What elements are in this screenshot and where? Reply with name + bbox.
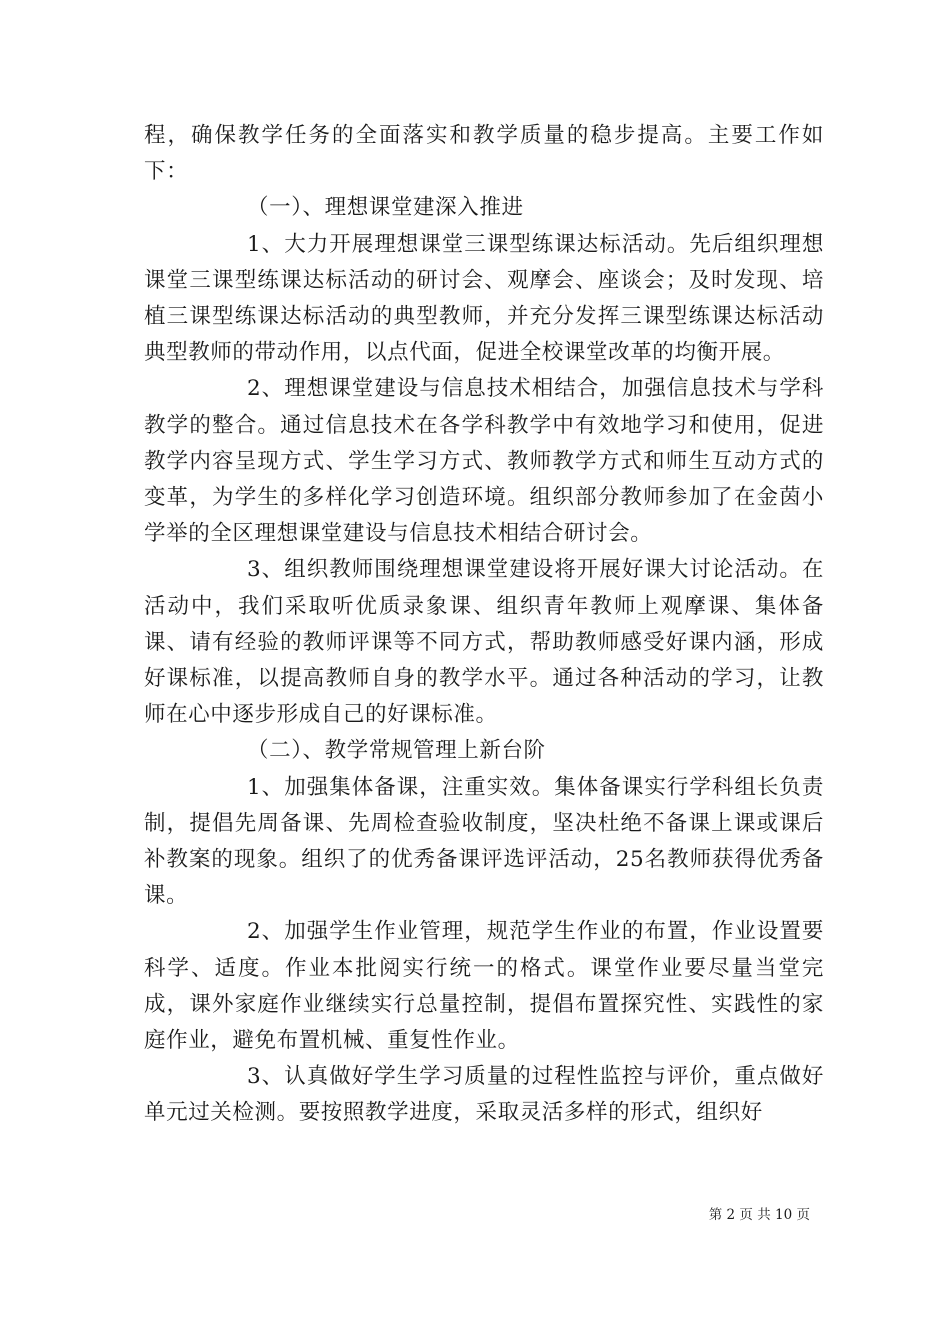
page-number-footer: 第 2 页 共 10 页 — [708, 1207, 810, 1223]
paragraph-continuation: 程，确保教学任务的全面落实和教学质量的稳步提高。主要工作如下： — [144, 123, 824, 185]
section-heading-2: （二）、教学常规管理上新台阶 — [247, 738, 546, 764]
paragraph-2-2: 2、加强学生作业管理，规范学生作业的布置，作业设置要科学、适度。作业本批阅实行统一的格式。课堂作业要尽量当堂完成，课外家庭作业继续实行总量控制，提倡布置探究性、实践性的家庭作业，避免布置机械、重复性作业。 — [144, 919, 824, 1054]
paragraph-1-2: 2、理想课堂建设与信息技术相结合，加强信息技术与学科教学的整合。通过信息技术在各学科教学中有效地学习和使用，促进教学内容呈现方式、学生学习方式、教师教学方式和师生互动方式的变革，为学生的多样化学习创造环境。组织部分教师参加了在金茵小学举的全区理想课堂建设与信息技术相结合研讨会。 — [144, 376, 824, 547]
paragraph-2-3: 3、认真做好学生学习质量的过程性监控与评价，重点做好单元过关检测。要按照教学进度，采取灵活多样的形式，组织好 — [144, 1064, 824, 1126]
document-body — [144, 118, 824, 1132]
section-heading-1: （一）、理想课堂建深入推进 — [247, 195, 524, 221]
paragraph-2-1: 1、加强集体备课，注重实效。集体备课实行学科组长负责制，提倡先周备课、先周检查验收制度，坚决杜绝不备课上课或课后补教案的现象。组织了的优秀备课评选评活动，25名教师获得优秀备课。 — [144, 774, 824, 909]
paragraph-1-1: 1、大力开展理想课堂三课型练课达标活动。先后组织理想课堂三课型练课达标活动的研讨会、观摩会、座谈会；及时发现、培植三课型练课达标活动的典型教师，并充分发挥三课型练课达标活动典型教师的带动作用，以点代面，促进全校课堂改革的均衡开展。 — [144, 231, 824, 366]
paragraph-1-3: 3、组织教师围绕理想课堂建设将开展好课大讨论活动。在活动中，我们采取听优质录象课、组织青年教师上观摩课、集体备课、请有经验的教师评课等不同方式，帮助教师感受好课内涵，形成好课标准，以提高教师自身的教学水平。通过各种活动的学习，让教师在心中逐步形成自己的好课标准。 — [144, 557, 824, 728]
